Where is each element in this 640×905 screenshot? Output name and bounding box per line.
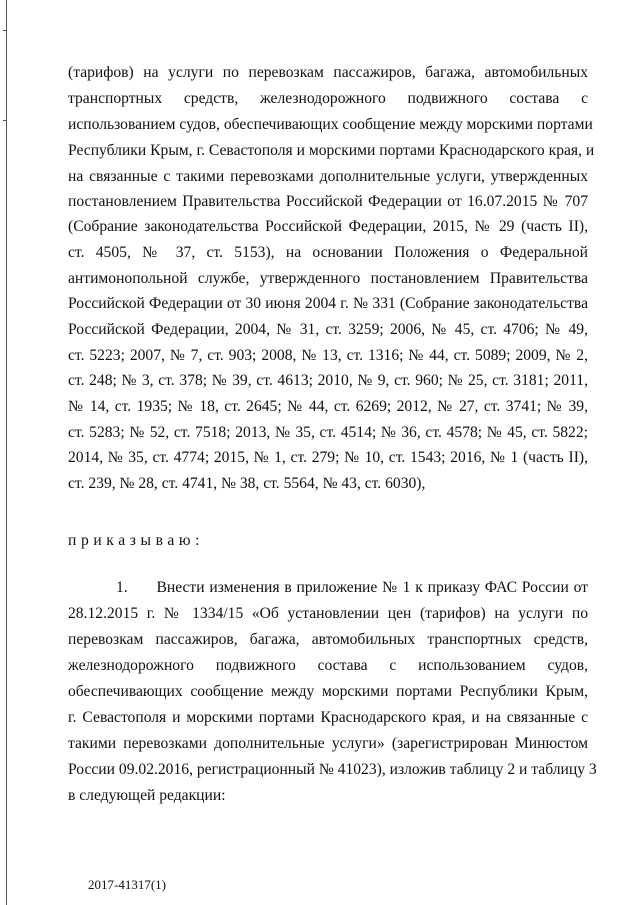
item1-line: в следующей редакции: xyxy=(68,787,226,804)
body-line: ст. 5223; 2007, № 7, ст. 903; 2008, № 13, ст. 1316; № 44, ст. 5089; 2009, № 2, xyxy=(68,347,588,364)
item1-line: железнодорожного подвижного состава с использованием судов, xyxy=(68,657,588,674)
item1-line: России 09.02.2016, регистрационный № 41023), изложив таблицу 2 и таблицу 3 xyxy=(68,761,597,778)
margin-tick xyxy=(3,30,7,31)
item1-line: 1. Внести изменения в приложение № 1 к приказу ФАС России от xyxy=(116,579,588,596)
body-line: (Собрание законодательства Российской Федерации, 2015, № 29 (часть II), xyxy=(68,218,588,235)
body-line: на связанные с такими перевозками дополнительные услуги, утвержденных xyxy=(68,168,588,185)
body-line: транспортных средств, железнодорожного подвижного состава с xyxy=(68,90,588,107)
document-code: 2017-41317(1) xyxy=(88,877,166,892)
order-word: приказываю: xyxy=(68,532,205,549)
body-line: № 14, ст. 1935; № 18, ст. 2645; № 44, ст. 6269; 2012, № 27, ст. 3741; № 39, xyxy=(68,398,588,415)
item1-line: обеспечивающих сообщение между морскими портами Республики Крым, xyxy=(68,683,588,700)
item1-line: г. Севастополя и морскими портами Краснодарского края, и на связанные с xyxy=(68,709,588,726)
body-line: 2014, № 35, ст. 4774; 2015, № 1, ст. 279; № 10, ст. 1543; 2016, № 1 (часть II), xyxy=(68,449,588,466)
body-line: использованием судов, обеспечивающих сообщение между морскими портами xyxy=(68,116,593,133)
body-line: ст. 248; № 3, ст. 378; № 39, ст. 4613; 2010, № 9, ст. 960; № 25, ст. 3181; 2011, xyxy=(68,372,588,389)
body-line: (тарифов) на услуги по перевозкам пассажиров, багажа, автомобильных xyxy=(68,64,588,81)
left-margin-line xyxy=(6,0,7,905)
body-line: ст. 4505, № 37, ст. 5153), на основании Положения о Федеральной xyxy=(68,244,588,261)
body-line: постановлением Правительства Российской Федерации от 16.07.2015 № 707 xyxy=(68,193,588,210)
item1-line: 28.12.2015 г. № 1334/15 «Об установлении цен (тарифов) на услуги по xyxy=(68,605,588,622)
body-line: Российской Федерации, 2004, № 31, ст. 3259; 2006, № 45, ст. 4706; № 49, xyxy=(68,321,588,338)
body-line: ст. 5283; № 52, ст. 7518; 2013, № 35, ст. 4514; № 36, ст. 4578; № 45, ст. 5822; xyxy=(68,424,588,441)
body-line: антимонопольной службе, утвержденного постановлением Правительства xyxy=(68,270,588,287)
margin-tick xyxy=(3,120,7,121)
body-line: Республики Крым, г. Севастополя и морскими портами Краснодарского края, и xyxy=(68,142,595,159)
item1-line: перевозкам пассажиров, багажа, автомобильных транспортных средств, xyxy=(68,631,588,648)
body-line: ст. 239, № 28, ст. 4741, № 38, ст. 5564, № 43, ст. 6030), xyxy=(68,475,426,492)
body-line: Российской Федерации от 30 июня 2004 г. № 331 (Собрание законодательства xyxy=(68,295,588,312)
item1-line: такими перевозками дополнительные услуги» (зарегистрирован Минюстом xyxy=(68,735,588,752)
